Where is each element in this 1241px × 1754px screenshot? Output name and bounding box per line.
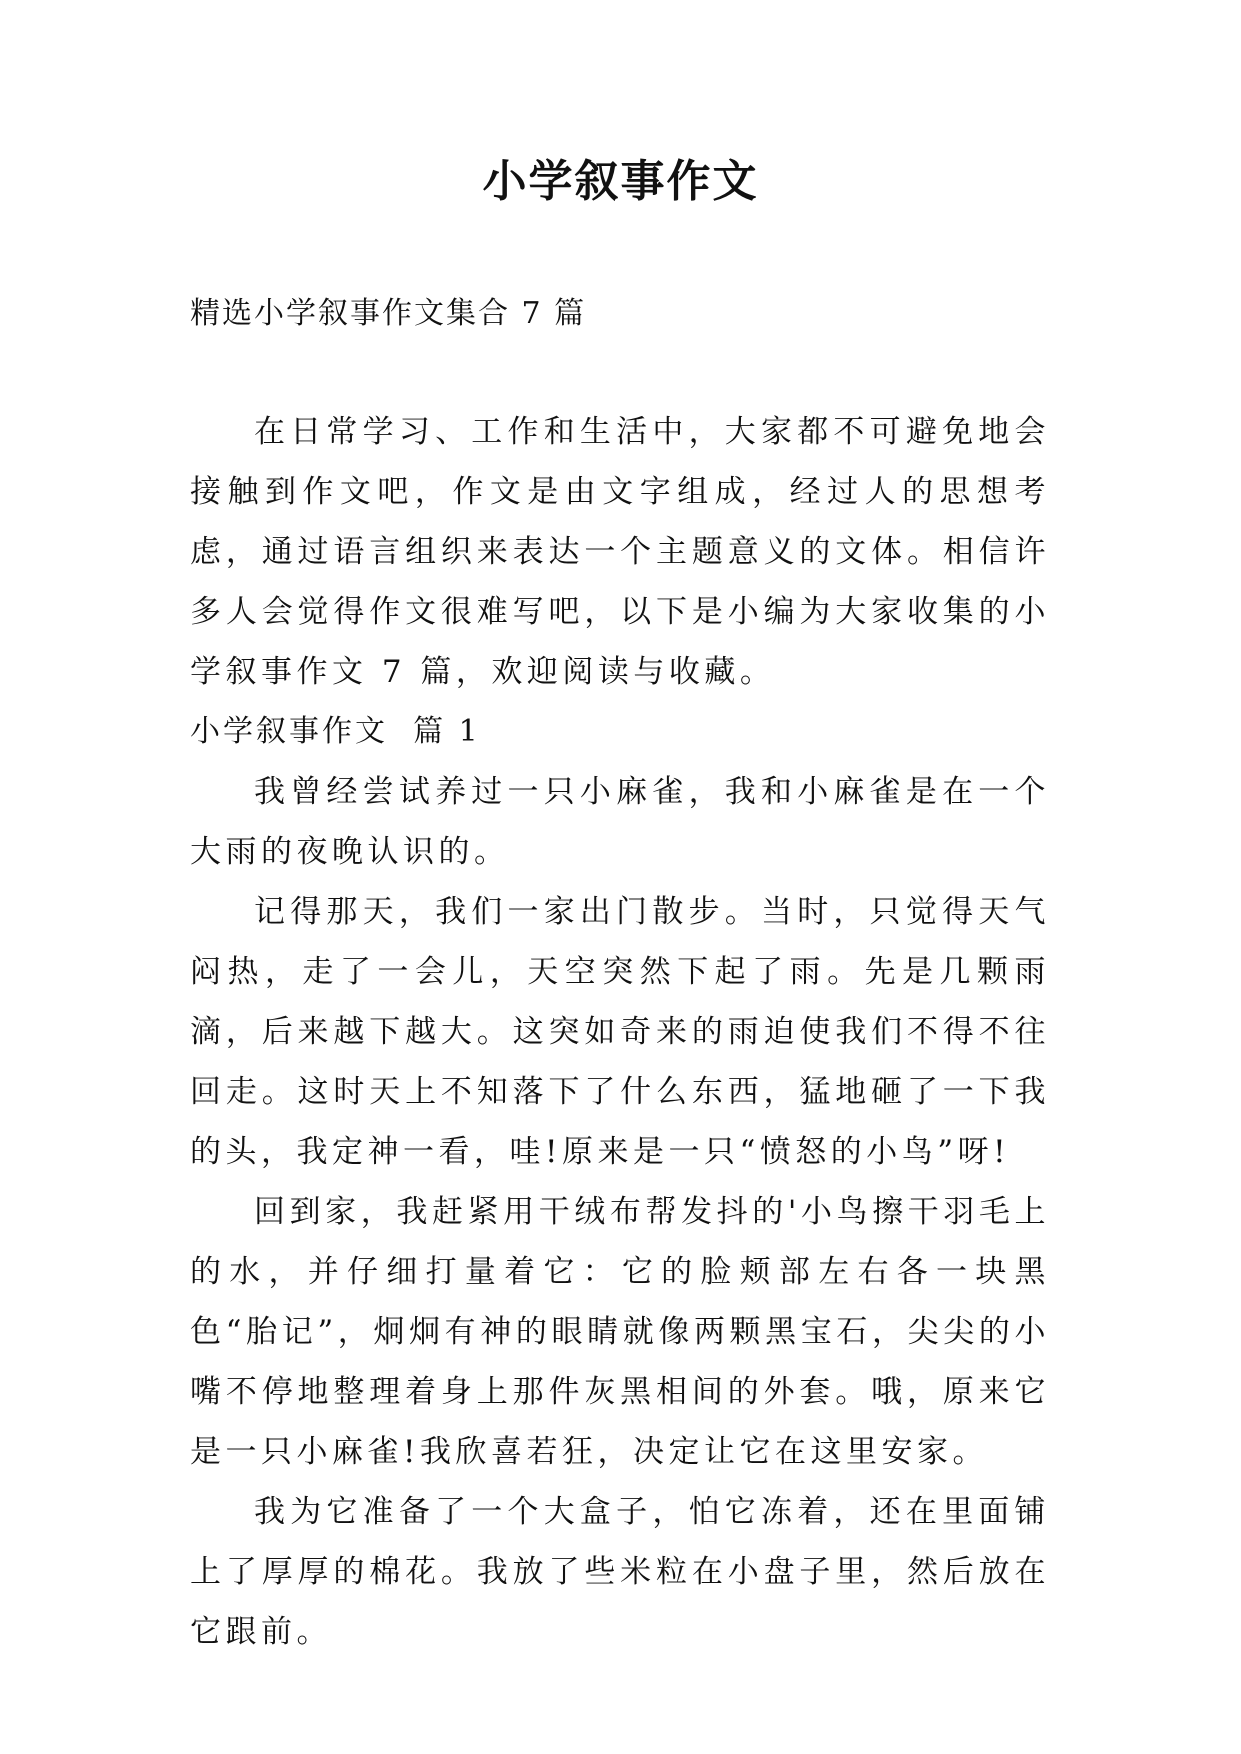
body-paragraph: 回到家，我赶紧用干绒布帮发抖的'小鸟擦干羽毛上的水，并仔细打量着它：它的脸颊部左右各一块黑色“胎记”，炯炯有神的眼睛就像两颗黑宝石，尖尖的小嘴不停地整理着身上那件灰黑相间的外套。哦，原来它是一只小麻雀!我欣喜若狂，决定让它在这里安家。: [190, 1194, 1050, 1470]
body-paragraph: 记得那天，我们一家出门散步。当时，只觉得天气闷热，走了一会儿，天空突然下起了雨。先是几颗雨滴，后来越下越大。这突如奇来的雨迫使我们不得不往回走。这时天上不知落下了什么东西，猛地砸了一下我的头，我定神一看，哇!原来是一只“愤怒的小鸟”呀!: [190, 894, 1050, 1170]
body-paragraph: 我为它准备了一个大盒子，怕它冻着，还在里面铺上了厚厚的棉花。我放了些米粒在小盘子里，然后放在它跟前。: [190, 1494, 1050, 1650]
body-paragraph: 我曾经尝试养过一只小麻雀，我和小麻雀是在一个大雨的夜晚认识的。: [190, 774, 1050, 870]
section-heading: 小学叙事作文 篇 1: [190, 714, 481, 749]
document-title: 小学叙事作文: [482, 156, 759, 207]
document-subtitle: 精选小学叙事作文集合 7 篇: [190, 296, 587, 331]
document-body: [190, 402, 1050, 1662]
intro-paragraph: 在日常学习、工作和生活中，大家都不可避免地会接触到作文吧，作文是由文字组成，经过人的思想考虑，通过语言组织来表达一个主题意义的文体。相信许多人会觉得作文很难写吧，以下是小编为大家收集的小学叙事作文 7 篇，欢迎阅读与收藏。: [190, 414, 1050, 690]
